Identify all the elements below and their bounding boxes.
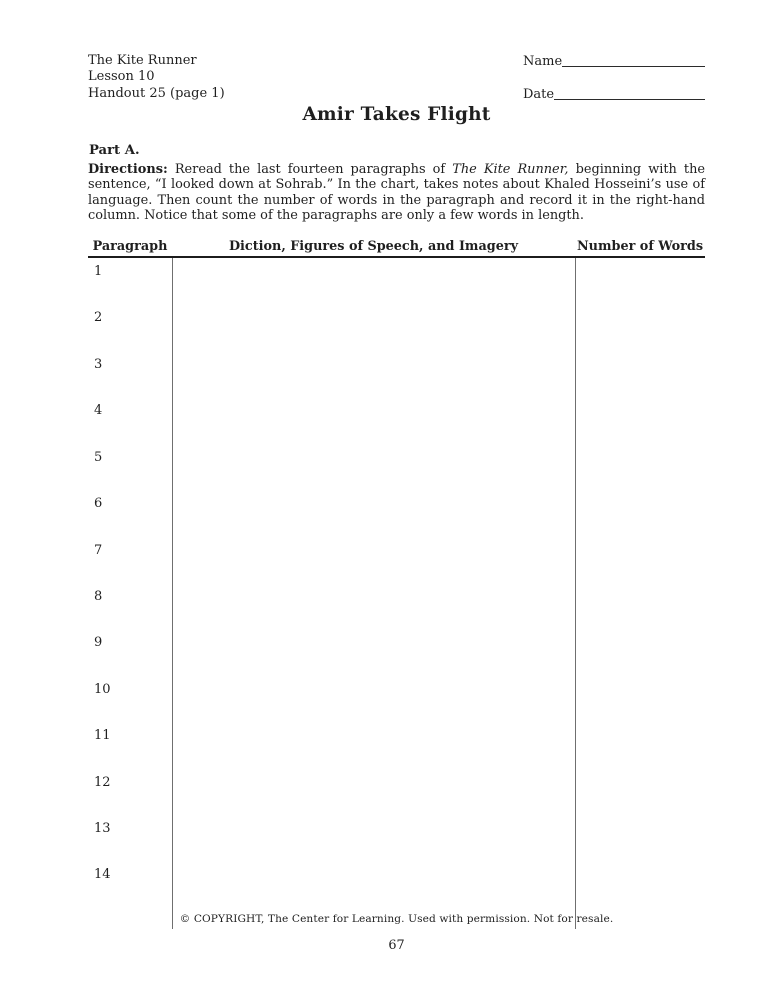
table-row	[88, 537, 705, 583]
course-header	[88, 53, 225, 102]
table-row	[88, 676, 705, 722]
col-header-diction: Diction, Figures of Speech, and Imagery	[228, 239, 519, 254]
paragraph-number: 5	[94, 449, 103, 465]
copyright-line: © COPYRIGHT, The Center for Learning. Used with permission. Not for resale.	[179, 913, 614, 925]
table-row	[88, 583, 705, 629]
paragraph-number: 11	[94, 728, 111, 744]
directions-paragraph	[88, 162, 705, 223]
paragraph-number: 2	[94, 310, 103, 326]
word-count-cell[interactable]	[575, 351, 705, 397]
name-field[interactable]	[562, 65, 705, 67]
notes-cell[interactable]	[172, 490, 575, 536]
date-row	[523, 86, 705, 102]
chart-body	[88, 258, 705, 908]
paragraph-number: 10	[94, 681, 111, 697]
column-divider-right	[575, 258, 576, 929]
table-row	[88, 444, 705, 490]
table-row	[88, 815, 705, 861]
lesson-number: Lesson 10	[88, 69, 155, 85]
chart-header-row	[88, 237, 705, 258]
directions-text-1: Reread the last fourteen paragraphs of	[167, 162, 453, 177]
notes-cell[interactable]	[172, 583, 575, 629]
word-count-cell[interactable]	[575, 444, 705, 490]
page-title: Amir Takes Flight	[302, 104, 491, 125]
notes-cell[interactable]	[172, 769, 575, 815]
name-row	[523, 53, 705, 69]
paragraph-number: 9	[94, 635, 103, 651]
word-count-cell[interactable]	[575, 397, 705, 443]
date-field[interactable]	[554, 98, 705, 100]
directions-label: Directions:	[88, 162, 168, 177]
word-count-cell[interactable]	[575, 815, 705, 861]
name-date-block	[523, 53, 705, 102]
table-row	[88, 490, 705, 536]
name-label: Name	[523, 54, 563, 69]
date-label: Date	[523, 86, 555, 102]
word-count-cell[interactable]	[575, 537, 705, 583]
paragraph-number: 1	[94, 264, 103, 279]
notes-chart	[88, 237, 705, 908]
paragraph-number: 4	[94, 403, 103, 419]
paragraph-number: 7	[94, 542, 103, 558]
directions-book-title-italic: The Kite Runner,	[452, 162, 569, 177]
table-row	[88, 397, 705, 443]
paragraph-number: 6	[94, 496, 103, 512]
table-row	[88, 304, 705, 350]
table-row	[88, 258, 705, 304]
handout-number: Handout 25 (page 1)	[88, 85, 225, 101]
table-row	[88, 722, 705, 768]
word-count-cell[interactable]	[575, 629, 705, 675]
paragraph-number: 3	[94, 356, 103, 372]
word-count-cell[interactable]	[575, 769, 705, 815]
word-count-cell[interactable]	[575, 490, 705, 536]
notes-cell[interactable]	[172, 351, 575, 397]
table-row	[88, 861, 705, 907]
directions-text-2: beginning with the sentence, “I looked down at Sohrab.” In the chart, takes notes about Khaled Hosseini’s use of language. Then count the number of words in the paragraph and record it in the right-hand column. Notice that some of the paragraphs are only a few words in length.	[88, 162, 705, 223]
part-a-label: Part A.	[89, 143, 140, 158]
notes-cell[interactable]	[172, 676, 575, 722]
word-count-cell[interactable]	[575, 722, 705, 768]
notes-cell[interactable]	[172, 397, 575, 443]
paragraph-number: 8	[94, 588, 103, 604]
col-header-paragraph: Paragraph	[92, 239, 168, 254]
notes-cell[interactable]	[172, 815, 575, 861]
notes-cell[interactable]	[172, 537, 575, 583]
table-row	[88, 769, 705, 815]
notes-cell[interactable]	[172, 444, 575, 490]
notes-cell[interactable]	[172, 629, 575, 675]
notes-cell[interactable]	[172, 304, 575, 350]
col-header-word-count: Number of Words	[576, 239, 704, 254]
word-count-cell[interactable]	[575, 304, 705, 350]
book-title: The Kite Runner	[88, 53, 197, 68]
notes-cell[interactable]	[172, 722, 575, 768]
word-count-cell[interactable]	[575, 861, 705, 907]
paragraph-number: 13	[94, 821, 111, 837]
notes-cell[interactable]	[172, 258, 575, 304]
paragraph-number: 12	[94, 774, 111, 790]
word-count-cell[interactable]	[575, 676, 705, 722]
word-count-cell[interactable]	[575, 583, 705, 629]
page-number: 67	[388, 938, 405, 953]
column-divider-left	[172, 258, 173, 929]
table-row	[88, 629, 705, 675]
word-count-cell[interactable]	[575, 258, 705, 304]
table-row	[88, 351, 705, 397]
paragraph-number: 14	[94, 867, 111, 883]
notes-cell[interactable]	[172, 861, 575, 907]
